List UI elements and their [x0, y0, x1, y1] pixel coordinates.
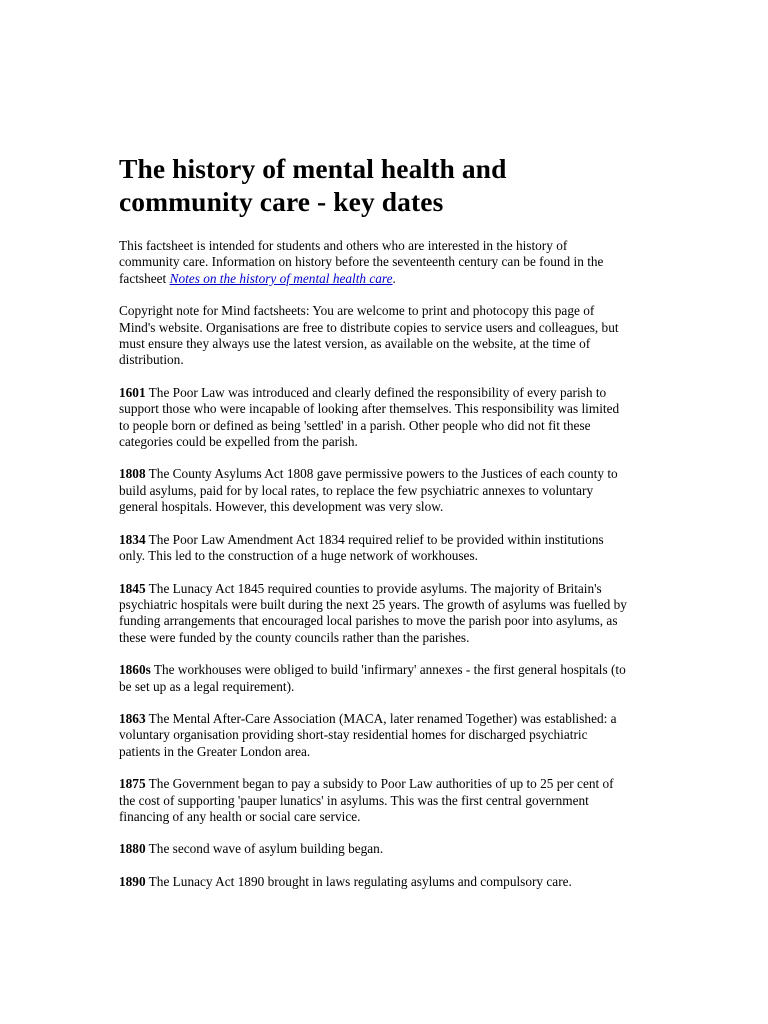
- page-title: The history of mental health and community care - key dates: [119, 153, 507, 217]
- intro-paragraph: [119, 238, 628, 287]
- entry-year: 1890: [119, 873, 146, 889]
- timeline-entry-1880: [119, 841, 628, 857]
- timeline-entry-1890: [119, 874, 628, 890]
- entry-year: 1860s: [119, 662, 151, 678]
- entry-year: 1601: [119, 384, 146, 400]
- entry-year: 1808: [119, 466, 146, 482]
- entry-text: The Lunacy Act 1845 required counties to provide asylums. The majority of Britain's psychiatric hospitals were built during the next 25 years. The growth of asylums was fuelled by funding arrangements that encouraged local parishes to move the parish poor into asylums, as these were funded by the county councils rather than the parishes.: [119, 580, 627, 645]
- entry-year: 1863: [119, 710, 146, 726]
- timeline-entry-1860s: [119, 662, 628, 695]
- copyright-note: Copyright note for Mind factsheets: You are welcome to print and photocopy this page of Mind's website. Organisations are free to distribute copies to service users and colleagues, but must ensure they always use the latest version, as available on the website, at the time of distribution.: [119, 303, 619, 368]
- entry-text: The Lunacy Act 1890 brought in laws regulating asylums and compulsory care.: [145, 873, 572, 889]
- intro-text: This factsheet is intended for students and others who are interested in the history of community care. Information on history before the seventeenth century can be found in the factsheet: [119, 238, 604, 286]
- timeline-entry-1845: [119, 581, 628, 647]
- entry-text: The Poor Law Amendment Act 1834 required relief to be provided within institutions only. This led to the construction of a huge network of workhouses.: [119, 531, 604, 564]
- timeline-entry-1863: [119, 711, 628, 760]
- entry-text: The County Asylums Act 1808 gave permissive powers to the Justices of each county to build asylums, paid for by local rates, to replace the few psychiatric annexes to voluntary general hospitals. However, this development was very slow.: [119, 466, 618, 515]
- entry-text: The Poor Law was introduced and clearly defined the responsibility of every parish to support those who were incapable of looking after themselves. This responsibility was limited to people born or defined as being 'settled' in a parish. Other people who did not fit these categories could be expelled from the parish.: [119, 384, 620, 450]
- entry-text: The second wave of asylum building began.: [145, 841, 384, 857]
- entry-year: 1845: [119, 580, 146, 596]
- timeline-entry-1834: [119, 532, 628, 565]
- entry-text: The Mental After-Care Association (MACA, later renamed Together) was established: a voluntary organisation providing short-stay residential homes for discharged psychiatric patients in the Greater London area.: [119, 710, 617, 759]
- timeline-entry-1808: [119, 466, 628, 515]
- notes-history-link[interactable]: Notes on the history of mental health care: [169, 270, 393, 286]
- entry-year: 1875: [119, 776, 146, 792]
- entry-text: The Government began to pay a subsidy to Poor Law authorities of up to 25 per cent of the cost of supporting 'pauper lunatics' in asylums. This was the first central government financing of any health or social care service.: [119, 776, 614, 824]
- intro-text-end: .: [392, 270, 396, 286]
- entry-text: The workhouses were obliged to build 'infirmary' annexes - the first general hospitals (to be set up as a legal requirement).: [119, 662, 626, 694]
- entry-year: 1834: [119, 531, 146, 547]
- timeline-entry-1601: [119, 385, 628, 451]
- entry-year: 1880: [119, 841, 146, 857]
- timeline-entry-1875: [119, 776, 628, 825]
